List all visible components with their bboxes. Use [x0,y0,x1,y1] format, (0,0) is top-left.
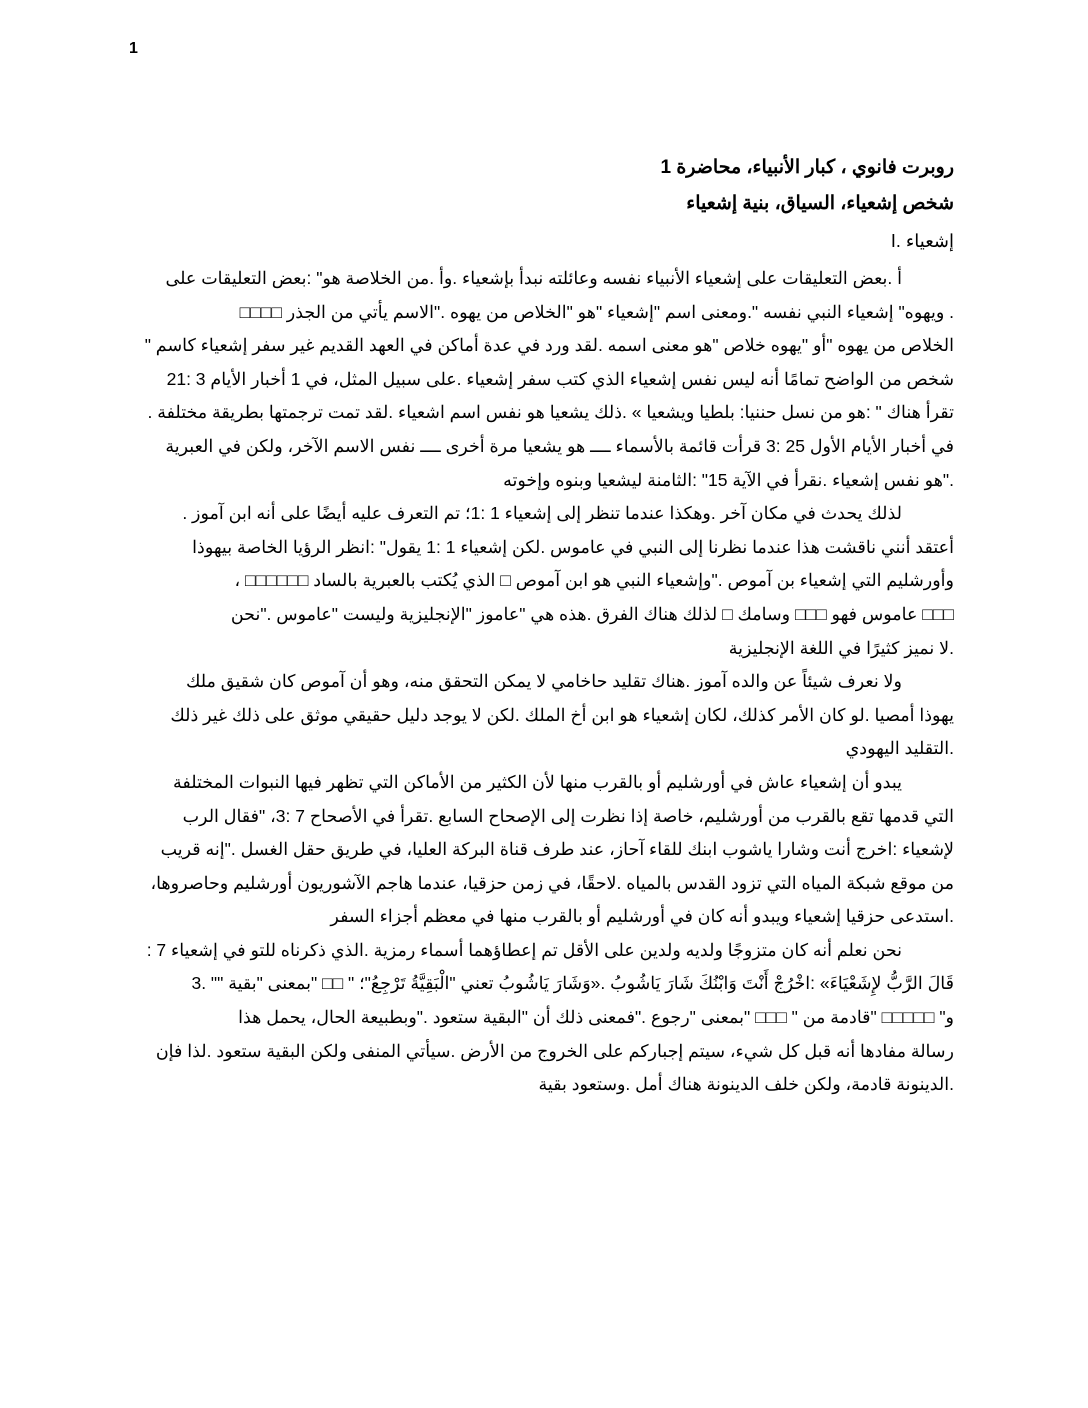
paragraph [130,665,954,766]
paragraph-line: قَالَ الرَّبُّ لإِشَعْيَاءَ» :اخْرُجْ أَنْتَ وَابْنُكَ شَارَ يَاشُوبُ .«وَشَارَ يَاشُوبُ تعني "الْبَقِيَّةُ تَرْجِعُ"؛ " □□ "بمعنى "بقية "" .3 [191,973,954,994]
paragraph-line: □□□ عاموس فهو □□□ وسامك □ لذلك هناك الفرق .هذه هي "عاموز "الإنجليزية وليست "عاموس ."نحن [230,603,954,624]
paragraph [130,766,954,934]
document-body [130,150,954,1102]
paragraph-line: أ .بعض التعليقات على إشعياء الأنبياء نفسه وعائلته نبدأ بإشعياء .وأ .من الخلاصة هو" :بعض التعليقات على [165,268,902,288]
paragraph [130,262,954,497]
paragraph-line: أعتقد أنني ناقشت هذا عندما نظرنا إلى النبي في عاموس .لكن إشعياء 1 :1 يقول" :انظر الرؤيا الخاصة بيهوذا [192,536,954,557]
paragraph-line: .التقليد اليهودي [845,738,954,759]
paragraph-line: تقرأ هناك " :هو من نسل حننيا: بلطيا ويشعيا » .ذلك يشعيا هو نفس اسم اشعياء .لقد تمت ترجمتها بطريقة مختلفة . [147,402,954,423]
paragraph-line: في أخبار الأيام الأول 25 :3 قرأت قائمة بالأسماء ــــ هو يشعيا مرة أخرى ــــ نفس الاسم الآخر، ولكن في العبرية [165,435,954,456]
paragraph-line: يبدو أن إشعياء عاش في أورشليم أو بالقرب منها لأن الكثير من الأماكن التي تظهر فيها النبوات المختلفة [173,771,902,792]
paragraph-line: ."هو نفس إشعياء .نقرأ في الآية 15" :الثامنة ليشعيا وبنوه وإخوته [503,469,954,490]
paragraph-line: .استدعى حزقيا إشعياء ويبدو أنه كان في أورشليم أو بالقرب منها في معظم أجزاء السفر [330,906,954,927]
paragraph-line: .لا نميز كثيرًا في اللغة الإنجليزية [728,637,954,658]
paragraph-line: .الدينونة قادمة، ولكن خلف الدينونة هناك أمل .وستعود بقية [538,1074,954,1095]
lecture-subtitle: شخص إشعياء، السياق، بنية إشعياء [686,193,954,214]
paragraph-line: يهوذا أمصيا .لو كان الأمر كذلك، لكان إشعياء هو ابن أخ الملك .لكن لا يوجد دليل حقيقي موثق على ذلك غير ذلك [170,704,954,725]
lecture-title: روبرت فانوي ، كبار الأنبياء، محاضرة 1 [660,157,954,178]
paragraph-line: نحن نعلم أنه كان متزوجًا ولديه ولدين على الأقل تم إعطاؤهما أسماء رمزية .الذي ذكرناه للتو في إشعياء 7 : [146,939,902,960]
title-block [130,150,954,222]
paragraph-line: لذلك يحدث في مكان آخر .وهكذا عندما تنظر إلى إشعياء 1 :1؛ تم التعرف عليه أيضًا على أنه ابن آموز . [182,503,902,524]
paragraph-line: . ويهوه" إشعياء النبي نفسه ".ومعنى اسم "إشعياء "هو "الخلاص من يهوه ."الاسم يأتي من الجذر □□□□ [239,301,954,322]
paragraph [130,934,954,1102]
paragraph [130,497,954,665]
paragraph-line: رسالة مفادها أنه قبل كل شيء، سيتم إجباركم على الخروج من الأرض .سيأتي المنفى ولكن البقية ستعود .لذا فإن [155,1040,954,1061]
paragraph-line: شخص من الواضح تمامًا أنه ليس نفس إشعياء الذي كتب سفر إشعياء .على سبيل المثل، في 1 أخبار الأيام 3 :21 [166,368,954,389]
paragraph-line: التي قدمها تقع بالقرب من أورشليم، خاصة إذا نظرت إلى الإصحاح السابع .تقرأ في الأصحاح 7 :3، "فقال الرب [182,805,954,826]
paragraph-line: ولا نعرف شيئاً عن والده آموز .هناك تقليد حاخامي لا يمكن التحقق منه، وهو أن آموص كان شقيق ملك [185,671,902,692]
paragraph-line: من موقع شبكة المياه التي تزود القدس بالمياه .لاحقًا، في زمن حزقيا، عندما هاجم الآشوريون أورشليم وحاصروها، [150,872,954,893]
paragraph-line: لإشعياء :اخرج أنت وشارا ياشوب ابنك للقاء آحاز، عند طرف قناة البركة العليا، في طريق حقل الغسل ."إنه قريب [160,839,954,860]
paragraph-line: و" □□□□□ "قادمة من " □□□ "بمعنى "رجوع ."فمعنى ذلك أن "البقية ستعود ."وبطبيعة الحال، يحمل هذا [238,1007,954,1028]
page-number: 1 [129,40,138,57]
section-heading: إشعياء .I [890,231,954,251]
paragraph-line: وأورشليم التي إشعياء بن آموص ."وإشعياء النبي هو ابن آموص □ الذي يُكتب بالعبرية بالساد □□□□□□ ، [234,570,954,591]
paragraph-line: الخلاص من يهوه "أو "يهوه خلاص "هو معنى اسمه .لقد ورد في عدة أماكن في العهد القديم غير سفر إشعياء كاسم " [144,335,954,356]
